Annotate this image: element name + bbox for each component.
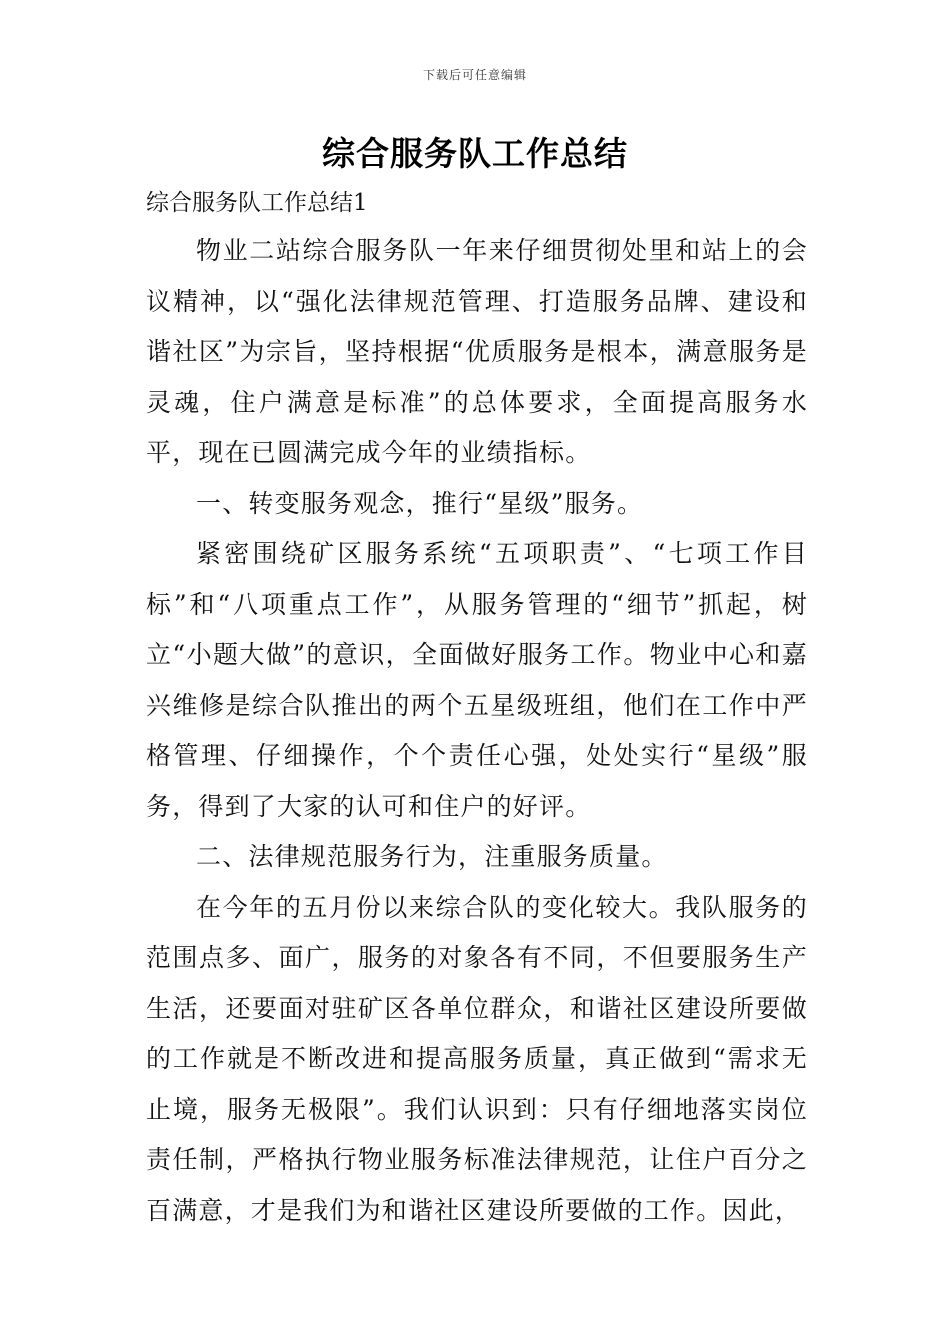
section-heading-1: 一、转变服务观念，推行“星级”服务。 [196,488,644,518]
section-heading-2: 二、法律规范服务行为，注重服务质量。 [196,842,668,871]
document-title: 综合服务队工作总结 [322,134,628,173]
document-subtitle: 综合服务队工作总结1 [146,190,368,216]
document-body [146,226,808,1236]
paragraph-intro: 物业二站综合服务队一年来仔细贯彻处里和站上的会议精神，以“强化法律规范管理、打造服务品牌、建设和谐社区”为宗旨，坚持根据“优质服务是根本，满意服务是灵魂，住户满意是标准”的总体要求，全面提高服务水平，现在已圆满完成今年的业绩指标。 [146,236,808,467]
paragraph-section-1: 紧密围绕矿区服务系统“五项职责”、“七项工作目标”和“八项重点工作”，从服务管理的“细节”抓起，树立“小题大做”的意识，全面做好服务工作。物业中心和嘉兴维修是综合队推出的两个五星级班组，他们在工作中严格管理、仔细操作，个个责任心强，处处实行“星级”服务，得到了大家的认可和住户的好评。 [146,539,808,821]
header-note: 下载后可任意编辑 [422,68,527,82]
paragraph-section-2: 在今年的五月份以来综合队的变化较大。我队服务的范围点多、面广，服务的对象各有不同，不但要服务生产生活，还要面对驻矿区各单位群众，和谐社区建设所要做的工作就是不断改进和提高服务质量，真正做到“需求无止境，服务无极限”。我们认识到：只有仔细地落实岗位责任制，严格执行物业服务标准法律规范，让住户百分之百满意，才是我们为和谐社区建设所要做的工作。因此， [146,892,808,1225]
